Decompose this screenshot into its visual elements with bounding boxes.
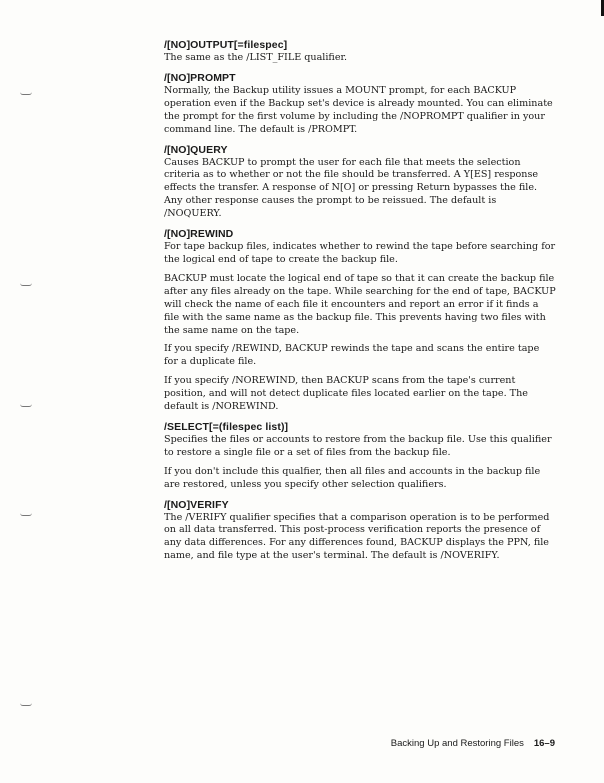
page-number: 16–9 <box>533 738 555 749</box>
qualifier-description: Specifies the files or accounts to restore from the backup file. Use this qualifier to restore a single file or a set of files from the backup file. <box>164 433 552 458</box>
qualifier-description: If you don't include this qualfier, then all files and accounts in the backup file are restored, unless you specify other selection qualifiers. <box>164 465 541 490</box>
qualifier-heading: /[NO]PROMPT <box>164 71 236 84</box>
qualifier-entry-select <box>164 420 556 492</box>
qualifier-entry-output <box>164 38 556 65</box>
binder-hole-mark <box>20 404 32 407</box>
binder-hole-mark <box>20 513 32 516</box>
qualifier-entry-query <box>164 143 556 222</box>
binder-hole-mark <box>20 703 32 706</box>
qualifier-description: The same as the /LIST_FILE qualifier. <box>164 52 348 63</box>
page-footer <box>391 738 555 749</box>
qualifier-heading: /[NO]OUTPUT[=filespec] <box>164 39 288 51</box>
qualifier-description: If you specify /NOREWIND, then BACKUP scans from the tape's current position, and will not detect duplicate files located earlier on the tape. The default is /NOREWIND. <box>164 375 528 413</box>
qualifier-description: The /VERIFY qualifier specifies that a comparison operation is to be performed on all data transferred. This post-process verification reports the presence of any data differences. For any differences found, BACKUP displays the PPN, file name, and file type at the user's terminal. The default is /NOVERIFY. <box>164 511 550 562</box>
qualifier-heading: /[NO]REWIND <box>164 228 234 241</box>
qualifier-entry-prompt <box>164 71 556 137</box>
qualifier-description: Causes BACKUP to prompt the user for each file that meets the selection criteria as to whether or not the file should be transferred. A Y[ES] response effects the transfer. A response of N[O] or pressing Return bypasses the file. Any other response causes the prompt to be reissued. The default is /NOQUERY. <box>164 156 539 220</box>
qualifier-entry-rewind <box>164 227 556 414</box>
binder-hole-mark <box>20 92 32 95</box>
qualifier-description: If you specify /REWIND, BACKUP rewinds the tape and scans the entire tape for a duplicate file. <box>164 343 540 368</box>
qualifier-heading: /SELECT[=(filespec list)] <box>164 420 289 433</box>
footer-section-title: Backing Up and Restoring Files <box>390 738 524 749</box>
qualifier-heading: /[NO]VERIFY <box>164 498 229 511</box>
qualifier-description: For tape backup files, indicates whether to rewind the tape before searching for the logical end of tape to create the backup file. <box>164 241 556 265</box>
qualifier-description: BACKUP must locate the logical end of tape so that it can create the backup file after any files already on the tape. While searching for the end of tape, BACKUP will check the name of each file it encounters and report an error if it finds a file with the same name as the backup file. This prevents having two files with the same name on the tape. <box>164 272 556 336</box>
binder-hole-mark <box>20 283 32 286</box>
qualifier-heading: /[NO]QUERY <box>164 143 228 156</box>
qualifier-entry-verify <box>164 498 556 564</box>
qualifier-description: Normally, the Backup utility issues a MOUNT prompt, for each BACKUP operation even if the Backup set's device is already mounted. You can eliminate the prompt for the first volume by including the /NOPROMPT qualifier in your command line. The default is /PROMPT. <box>164 84 553 135</box>
page-body <box>164 38 556 569</box>
